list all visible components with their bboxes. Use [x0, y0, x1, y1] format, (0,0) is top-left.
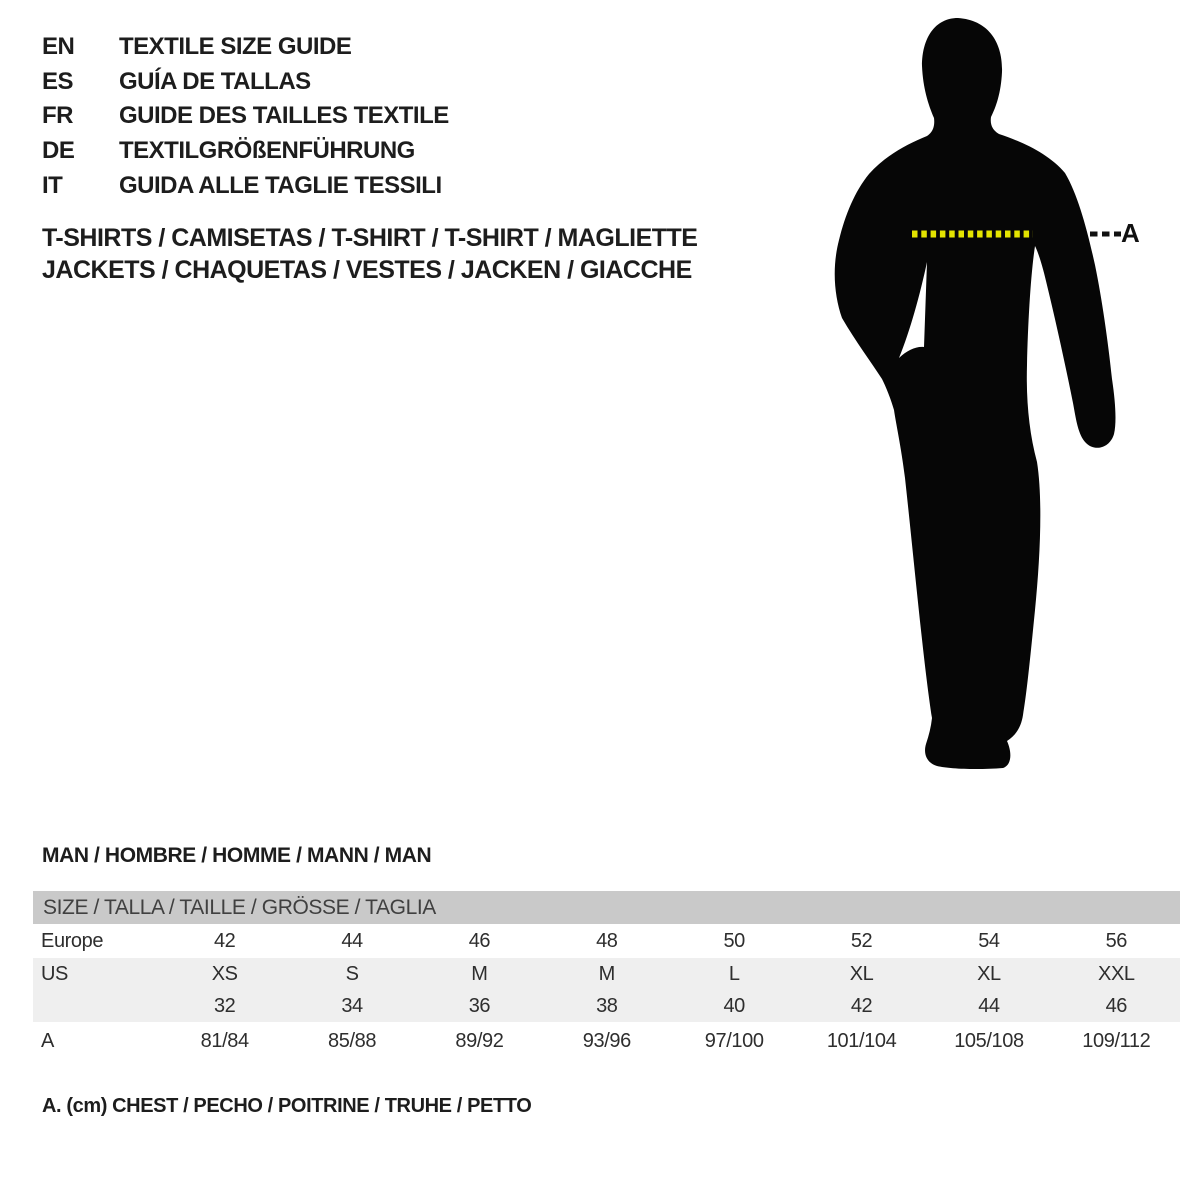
man-silhouette	[835, 18, 1116, 769]
size-cell: 97/100	[704, 1029, 764, 1052]
language-title-list	[42, 30, 449, 203]
table-row-chest	[33, 1022, 1180, 1060]
size-cell: XL	[849, 962, 874, 985]
chest-marker-label: A	[1121, 218, 1140, 248]
size-cell: 44	[978, 994, 1000, 1017]
size-cell: 32	[213, 994, 236, 1017]
size-cell: 42	[213, 929, 236, 952]
language-row-fr	[42, 99, 449, 134]
size-cell: 105/108	[954, 1029, 1024, 1052]
language-code: ES	[42, 67, 74, 95]
size-table	[33, 891, 1180, 1060]
language-code: DE	[42, 137, 75, 165]
language-row-es	[42, 65, 449, 100]
language-code: FR	[42, 102, 73, 130]
table-row-us	[33, 958, 1180, 990]
size-cell: 44	[341, 929, 363, 952]
table-row-numeric	[33, 990, 1180, 1022]
size-cell: M	[598, 962, 615, 985]
size-cell: XXL	[1098, 962, 1135, 985]
size-cell: L	[728, 962, 740, 985]
language-row-en	[42, 30, 449, 65]
size-cell: 50	[723, 929, 745, 952]
language-title: TEXTILE SIZE GUIDE	[119, 33, 352, 61]
language-title: GUIDE DES TAILLES TEXTILE	[119, 102, 449, 130]
chest-measure-footnote: A. (cm) CHEST / PECHO / POITRINE / TRUHE / PETTO	[42, 1095, 532, 1117]
size-cell: 48	[596, 929, 618, 952]
size-table-header: SIZE / TALLA / TAILLE / GRÖSSE / TAGLIA	[33, 891, 1180, 924]
row-label: Europe	[41, 929, 104, 952]
language-row-it	[42, 168, 449, 203]
language-row-de	[42, 134, 449, 169]
size-cell: 42	[850, 994, 873, 1017]
size-cell: 89/92	[455, 1029, 504, 1052]
size-cell: 56	[1105, 929, 1128, 952]
size-cell: 34	[341, 994, 363, 1017]
category-tshirts: T-SHIRTS / CAMISETAS / T-SHIRT / T-SHIRT / MAGLIETTE	[42, 224, 698, 252]
row-label: US	[41, 962, 68, 985]
language-title: TEXTILGRÖßENFÜHRUNG	[119, 137, 415, 165]
size-cell: 38	[596, 994, 618, 1017]
size-cell: S	[345, 962, 359, 985]
size-cell: 46	[468, 929, 491, 952]
language-title: GUIDA ALLE TAGLIE TESSILI	[119, 171, 442, 199]
man-silhouette-figure	[815, 8, 1155, 783]
size-cell: 46	[1105, 994, 1128, 1017]
size-cell: 54	[978, 929, 1000, 952]
category-jackets: JACKETS / CHAQUETAS / VESTES / JACKEN / GIACCHE	[42, 256, 692, 284]
table-row-europe	[33, 924, 1180, 958]
size-cell: 40	[723, 994, 745, 1017]
size-cell: 81/84	[200, 1029, 249, 1052]
size-cell: 85/88	[328, 1029, 377, 1052]
size-cell: M	[471, 962, 488, 985]
size-cell: 109/112	[1082, 1029, 1151, 1052]
size-cell: 52	[850, 929, 873, 952]
size-cell: 101/104	[826, 1029, 897, 1052]
size-cell: XS	[211, 962, 238, 985]
garment-categories	[42, 222, 697, 286]
row-label: A	[41, 1029, 54, 1052]
size-cell: 93/96	[582, 1029, 631, 1052]
language-title: GUÍA DE TALLAS	[119, 67, 311, 95]
gender-heading: MAN / HOMBRE / HOMME / MANN / MAN	[42, 844, 432, 867]
size-cell: XL	[977, 962, 1001, 985]
language-code: IT	[42, 171, 63, 199]
language-code: EN	[42, 33, 75, 61]
size-cell: 36	[468, 994, 491, 1017]
